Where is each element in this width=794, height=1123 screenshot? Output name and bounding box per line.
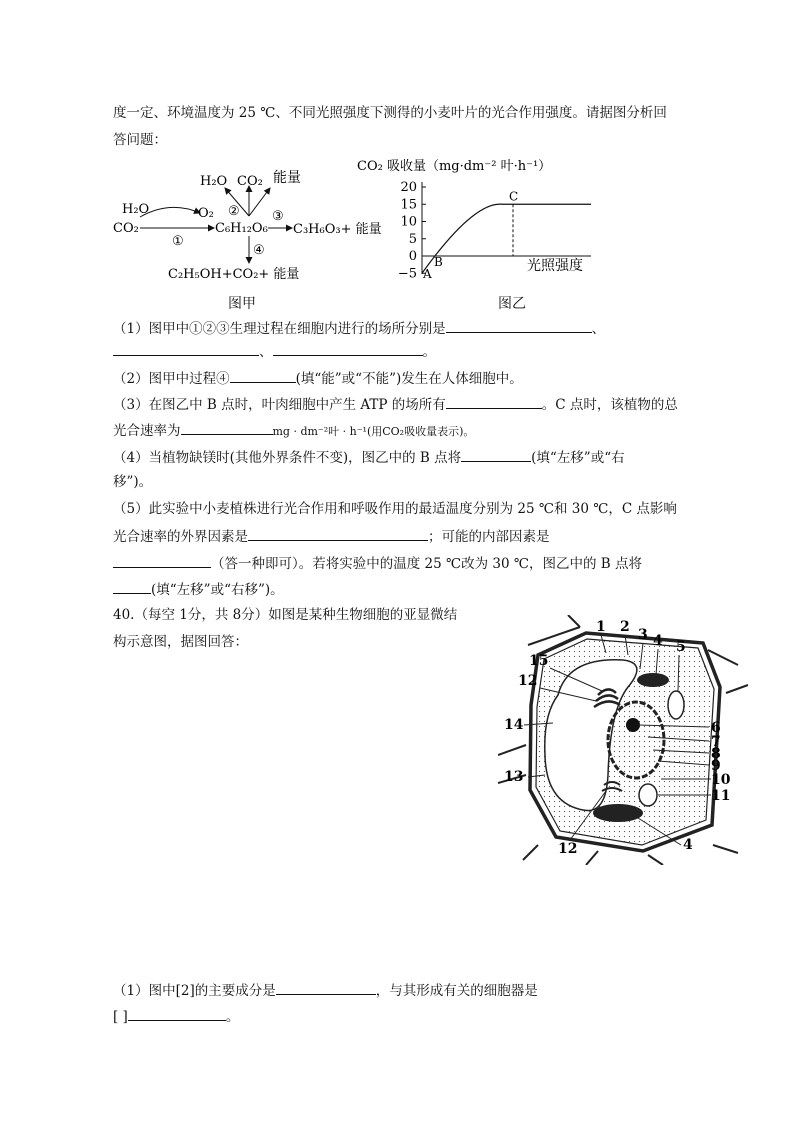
q5-text-e: (填“左移”或“右移”)。 bbox=[151, 582, 284, 598]
q5-blank-2[interactable] bbox=[113, 553, 211, 568]
cell-label-9: 9 bbox=[711, 758, 721, 774]
q2-blank[interactable] bbox=[230, 368, 296, 383]
lactic-label: C₃H₆O₃+ 能量 bbox=[293, 222, 382, 237]
cell-label-8: 8 bbox=[711, 746, 721, 762]
cell-label-1: 1 bbox=[596, 619, 606, 635]
cell-label-7: 7 bbox=[711, 734, 721, 750]
sub1-text-b: ，与其形成有关的细胞器是 bbox=[375, 983, 538, 999]
step2-label: ② bbox=[228, 204, 240, 219]
q4-text-b: (填“左移”或“右 bbox=[531, 450, 625, 466]
cell-label-2: 2 bbox=[620, 619, 630, 635]
q4-blank[interactable] bbox=[461, 447, 531, 462]
q3-text-d: mg · dm⁻²叶 · h⁻¹(用CO₂吸收量表示)。 bbox=[272, 425, 475, 438]
q5-blank-1[interactable] bbox=[248, 526, 428, 541]
fig-yi-caption: 图乙 bbox=[498, 296, 526, 312]
yi-ytick: 10 bbox=[400, 214, 417, 230]
h2o-top: H₂O bbox=[200, 174, 228, 189]
chloroplast-top bbox=[637, 673, 669, 687]
energy-top: 能量 bbox=[273, 170, 301, 186]
step3-label: ③ bbox=[272, 209, 284, 224]
o2-label: O₂ bbox=[198, 206, 214, 221]
q3-text-b: 。C 点时，该植物的总 bbox=[541, 397, 678, 413]
yi-ylabel: CO₂ 吸收量（mg·dm⁻² 叶·h⁻¹） bbox=[357, 159, 552, 174]
q3-blank-2[interactable] bbox=[181, 420, 273, 435]
q3-line-1 bbox=[113, 394, 678, 414]
q1-text: （1）图甲中①②③生理过程在细胞内进行的场所分别是 bbox=[113, 321, 446, 337]
yi-ytick: 20 bbox=[400, 180, 417, 195]
cell-label-4: 4 bbox=[653, 633, 663, 649]
q1-sep2: 、 bbox=[259, 344, 273, 360]
q1-blank-2[interactable] bbox=[113, 341, 259, 356]
q2-text-a: （2）图甲中过程④ bbox=[113, 371, 230, 387]
step4-label: ④ bbox=[253, 243, 265, 258]
q2-text-b: (填“能”或“不能”)发生在人体细胞中。 bbox=[295, 371, 523, 387]
cell-label-12: 12 bbox=[558, 841, 578, 857]
cell-diagram bbox=[498, 615, 748, 865]
step1-label: ① bbox=[172, 234, 184, 249]
cell-label-14: 14 bbox=[504, 717, 524, 733]
q2-line bbox=[113, 368, 523, 388]
q5-line-4 bbox=[113, 579, 284, 599]
cell-label-6: 6 bbox=[711, 720, 721, 736]
cell-label-5: 5 bbox=[676, 639, 686, 655]
cell-label-3: 3 bbox=[638, 627, 648, 643]
q5-text-d: （答一种即可）。若将实验中的温度 25 ℃改为 30 ℃，图乙中的 B 点将 bbox=[211, 556, 642, 572]
cell-label-15: 15 bbox=[529, 653, 549, 669]
figure-yi bbox=[355, 152, 615, 292]
q3-text-a: （3）在图乙中 B 点时，叶肉细胞中产生 ATP 的场所有 bbox=[113, 397, 446, 413]
q1-sep1: 、 bbox=[591, 321, 606, 337]
cell-label-10: 10 bbox=[711, 772, 731, 788]
q1-blank-3[interactable] bbox=[273, 341, 423, 356]
q3-text-c: 光合速率为 bbox=[113, 423, 181, 439]
sub1-text-c: [ ] bbox=[113, 1009, 128, 1025]
q1-line-2 bbox=[113, 341, 436, 361]
q1-line bbox=[113, 318, 605, 338]
sub1-line-2 bbox=[113, 1006, 239, 1026]
sub1-text-a: （1）图中[2]的主要成分是 bbox=[113, 983, 276, 999]
sub1-blank-1[interactable] bbox=[276, 980, 376, 995]
arrow-to-energy bbox=[249, 188, 270, 216]
yi-ytick: 0 bbox=[408, 249, 417, 264]
sub1-text-d: 。 bbox=[225, 1009, 240, 1025]
sub1-blank-2[interactable] bbox=[128, 1006, 226, 1021]
yi-point-c: C bbox=[509, 189, 519, 204]
ethanol-label: C₂H₅OH+CO₂+ 能量 bbox=[168, 267, 300, 282]
co2-left: CO₂ bbox=[113, 221, 139, 236]
q1-blank-1[interactable] bbox=[446, 318, 592, 333]
fig-jia-caption: 图甲 bbox=[228, 296, 256, 312]
q5-text-c: ；可能的内部因素是 bbox=[428, 529, 550, 545]
q1-end: 。 bbox=[422, 344, 436, 360]
chloroplast-bottom bbox=[593, 804, 643, 822]
glucose-label: C₆H₁₂O₆ bbox=[215, 221, 268, 236]
q5-text-b: 光合速率的外界因素是 bbox=[113, 529, 248, 545]
q4-text-a: （4）当植物缺镁时(其他外界条件不变)，图乙中的 B 点将 bbox=[113, 450, 462, 466]
q3-line-2 bbox=[113, 420, 474, 441]
cell-label-4: 4 bbox=[683, 837, 693, 853]
cell-label-12: 12 bbox=[518, 673, 538, 689]
q40-line-1: 40.（每空 1分，共 8分）如图是某种生物细胞的亚显微结 bbox=[113, 607, 458, 623]
q4-line-2: 移”)。 bbox=[113, 474, 153, 490]
q5-line-3 bbox=[113, 553, 642, 573]
nucleus bbox=[608, 702, 664, 778]
q5-blank-3[interactable] bbox=[113, 579, 151, 594]
cell-label-11: 11 bbox=[711, 788, 731, 804]
q5-line-1: （5）此实验中小麦植株进行光合作用和呼吸作用的最适温度分别为 25 ℃和 30 ℃，C 点影响 bbox=[113, 501, 677, 517]
q4-line-1 bbox=[113, 447, 625, 467]
yi-point-a: A bbox=[423, 267, 432, 281]
sub1-line-1 bbox=[113, 980, 538, 1000]
mitochondrion-1 bbox=[668, 691, 684, 719]
cell-label-13: 13 bbox=[504, 769, 524, 785]
yi-xlabel: 光照强度 bbox=[527, 258, 583, 274]
yi-ytick: −5 bbox=[397, 266, 417, 282]
q5-line-2 bbox=[113, 526, 550, 546]
intro-line-1: 度一定、环境温度为 25 ℃、不同光照强度下测得的小麦叶片的光合作用强度。请据图分析回 bbox=[113, 105, 667, 121]
nucleolus bbox=[626, 718, 640, 732]
q3-blank-1[interactable] bbox=[446, 394, 542, 409]
yi-ytick: 15 bbox=[400, 197, 417, 213]
yi-ytick: 5 bbox=[408, 231, 417, 247]
yi-point-b: B bbox=[434, 255, 443, 269]
mitochondrion-2 bbox=[639, 784, 657, 806]
co2-top: CO₂ bbox=[237, 174, 263, 189]
q40-line-2: 构示意图，据图回答： bbox=[113, 634, 248, 650]
h2o-left: H₂O bbox=[122, 202, 150, 217]
intro-line-2: 答问题： bbox=[113, 132, 167, 148]
